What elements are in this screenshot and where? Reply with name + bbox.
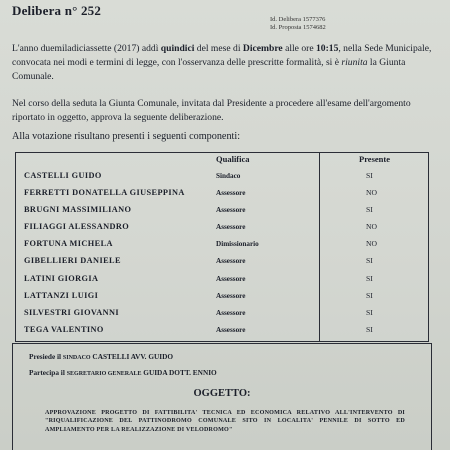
oggetto-box	[12, 343, 432, 450]
member-qualifica: Assessore	[216, 291, 246, 300]
member-name: TEGA VALENTINO	[24, 324, 104, 334]
member-name: GIBELLIERI DANIELE	[24, 256, 121, 266]
intro-paragraph-2: Nel corso della seduta la Giunta Comunale, invitata dal Presidente a procedere all'esame dell'argomento riportato in oggetto, approva la seguente deliberazione.	[12, 98, 411, 123]
partecipa-name: GUIDA DOTT. ENNIO	[141, 368, 217, 377]
member-qualifica: Assessore	[216, 257, 246, 266]
member-name: LATINI GIORGIA	[24, 273, 99, 283]
partecipa-line	[29, 368, 217, 377]
table-row	[16, 168, 428, 185]
member-presente: SI	[366, 205, 373, 215]
presiede-line	[29, 352, 173, 361]
table-row	[16, 305, 428, 322]
member-qualifica: Assessore	[216, 308, 246, 317]
table-row	[16, 322, 428, 339]
member-presente: SI	[366, 290, 373, 300]
table-row	[16, 202, 428, 219]
member-name: CASTELLI GUIDO	[24, 171, 102, 180]
member-qualifica: Assessore	[216, 325, 246, 334]
intro-text-e: alle ore	[282, 43, 316, 54]
member-presente: SI	[366, 171, 373, 180]
table-row	[16, 185, 428, 202]
member-presente: SI	[366, 324, 373, 334]
intro-text-c: del mese di	[194, 43, 243, 54]
header-qualifica: Qualifica	[216, 154, 250, 164]
member-name: FORTUNA MICHELA	[24, 239, 113, 249]
member-name: BRUGNI MASSIMILIANO	[24, 205, 132, 215]
member-presente: SI	[366, 307, 373, 317]
partecipa-role: SEGRETARIO GENERALE	[66, 371, 142, 377]
table-row	[16, 288, 428, 305]
member-presente: SI	[366, 256, 373, 266]
intro-riunita: riunita	[341, 57, 368, 68]
table-row	[16, 236, 428, 253]
document-title: Delibera n° 252	[12, 3, 102, 18]
members-table	[15, 152, 429, 342]
member-qualifica: Dimissionario	[216, 240, 259, 249]
header-presente: Presente	[359, 154, 390, 164]
table-row	[16, 271, 428, 288]
member-name: LATTANZI LUIGI	[24, 290, 99, 300]
intro-paragraph-3: Alla votazione risultano presenti i seguenti componenti:	[12, 131, 241, 142]
intro-time: 10:15	[315, 43, 339, 54]
table-row	[16, 219, 428, 236]
presiede-name: CASTELLI AVV. GUIDO	[90, 352, 174, 361]
id-proposta: Id. Proposta 1574682	[270, 24, 326, 31]
member-name: FILIAGGI ALESSANDRO	[24, 222, 130, 232]
member-presente: NO	[366, 188, 377, 198]
intro-day: quindici	[160, 43, 195, 54]
presiede-label: Presiede il	[29, 352, 63, 361]
intro-text-i: la Giunta Comunale.	[12, 57, 406, 82]
oggetto-text: APPROVAZIONE PROGETTO DI FATTIBILITA' TECNICA ED ECONOMICA RELATIVO ALL'INTERVENTO DI "RIQUALIFICAZIONE DEL PATTINODROMO COMUNALE SITO IN LOCALITA' PENNILE DI SOTTO ED AMPLIAMENTO PER LA REALIZZAZIONE DI VELODROMO"	[45, 410, 405, 433]
member-presente: NO	[366, 222, 377, 232]
member-qualifica: Sindaco	[216, 172, 241, 180]
member-qualifica: Assessore	[216, 223, 246, 232]
member-presente: NO	[366, 239, 377, 249]
member-qualifica: Assessore	[216, 189, 246, 198]
member-qualifica: Assessore	[216, 274, 246, 283]
partecipa-label: Partecipa il	[29, 368, 67, 377]
intro-paragraph-1	[12, 42, 432, 84]
table-row	[16, 253, 428, 270]
member-qualifica: Assessore	[216, 206, 246, 215]
intro-month: Dicembre	[242, 43, 283, 54]
presiede-role: SINDACO	[62, 355, 91, 361]
table-rows	[16, 168, 428, 339]
id-delibera: Id. Delibera 1577376	[270, 16, 326, 23]
member-name: SILVESTRI GIOVANNI	[24, 307, 120, 317]
member-presente: SI	[366, 273, 373, 283]
intro-text-a: L'anno duemiladiciassette (2017) addì	[12, 43, 161, 54]
intro-text-g: , nella Sede Municipale, convocata nei modi e termini di legge, con l'osservanza delle prescritte formalità, si è	[12, 43, 432, 68]
member-name: FERRETTI DONATELLA GIUSEPPINA	[24, 188, 185, 198]
document-ids	[270, 16, 326, 32]
oggetto-heading: OGGETTO:	[193, 388, 251, 399]
